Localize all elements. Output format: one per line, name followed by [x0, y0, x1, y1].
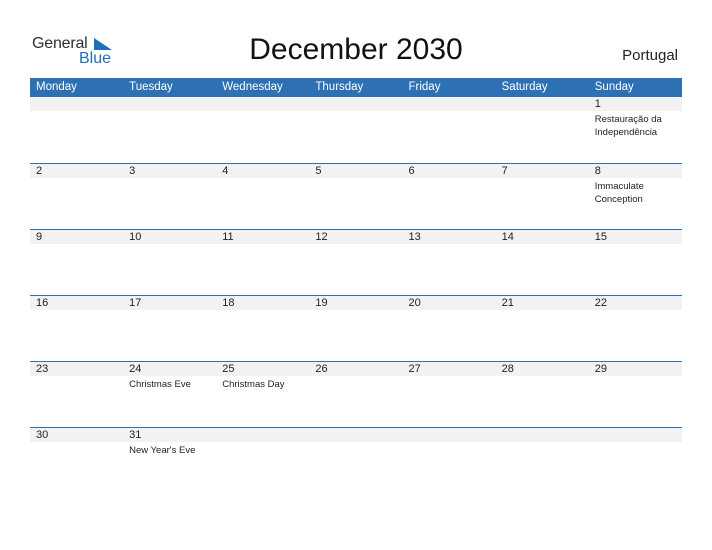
week-row [30, 97, 682, 163]
day-number [403, 97, 496, 111]
holiday-label [589, 310, 682, 312]
week-row [30, 295, 682, 361]
holiday-label [309, 442, 402, 444]
day-number: 10 [123, 230, 216, 244]
weekday-header [30, 78, 682, 97]
holiday-label [403, 310, 496, 312]
calendar-grid [30, 78, 682, 493]
day-cell [216, 296, 309, 361]
day-number: 27 [403, 362, 496, 376]
day-number [496, 428, 589, 442]
day-cell [309, 428, 402, 493]
holiday-label [403, 376, 496, 378]
holiday-label [216, 310, 309, 312]
holiday-label [30, 178, 123, 180]
day-cell [589, 362, 682, 427]
holiday-label [309, 244, 402, 246]
day-number: 26 [309, 362, 402, 376]
holiday-label [309, 178, 402, 180]
day-cell [589, 164, 682, 229]
day-number [496, 97, 589, 111]
day-cell [30, 97, 123, 163]
holiday-label [496, 442, 589, 444]
day-cell [496, 362, 589, 427]
logo-text-general: General [32, 35, 88, 52]
holiday-label [589, 244, 682, 246]
day-number: 30 [30, 428, 123, 442]
day-cell [216, 362, 309, 427]
holiday-label [496, 376, 589, 378]
holiday-label [403, 244, 496, 246]
day-number [309, 97, 402, 111]
holiday-label [403, 178, 496, 180]
weekday-2: Wednesday [222, 81, 283, 93]
weekday-3: Thursday [315, 81, 364, 93]
day-cell [309, 296, 402, 361]
holiday-label [309, 376, 402, 378]
day-cell [403, 428, 496, 493]
holiday-label [216, 111, 309, 113]
holiday-label [123, 178, 216, 180]
day-number: 24 [123, 362, 216, 376]
logo-text-blue: Blue [79, 50, 112, 67]
holiday-label [496, 244, 589, 246]
holiday-label [309, 111, 402, 113]
weekday-0: Monday [36, 81, 77, 93]
day-cell [216, 97, 309, 163]
day-cell [216, 164, 309, 229]
day-cell [123, 428, 216, 493]
day-number [309, 428, 402, 442]
holiday-label [403, 111, 496, 113]
day-cell [216, 428, 309, 493]
day-number: 15 [589, 230, 682, 244]
holiday-label: Immaculate Conception [594, 181, 644, 205]
day-number: 20 [403, 296, 496, 310]
day-number [589, 428, 682, 442]
day-cell [123, 97, 216, 163]
day-number [216, 428, 309, 442]
holiday-label: Restauração da Independência [594, 114, 662, 138]
day-number: 3 [123, 164, 216, 178]
day-cell [589, 97, 682, 163]
holiday-label [589, 376, 682, 378]
day-number [30, 97, 123, 111]
day-cell [309, 362, 402, 427]
holiday-label [30, 111, 123, 113]
day-number [123, 97, 216, 111]
day-number: 31 [123, 428, 216, 442]
day-cell [30, 164, 123, 229]
day-number: 6 [403, 164, 496, 178]
weekday-5: Saturday [501, 81, 548, 93]
holiday-label [123, 310, 216, 312]
day-cell [123, 230, 216, 295]
day-number: 4 [216, 164, 309, 178]
weeks [30, 97, 682, 493]
day-number: 16 [30, 296, 123, 310]
holiday-label [496, 310, 589, 312]
week-row [30, 229, 682, 295]
day-cell [309, 164, 402, 229]
day-cell [309, 97, 402, 163]
day-number: 21 [496, 296, 589, 310]
holiday-label [123, 244, 216, 246]
day-cell [216, 230, 309, 295]
day-cell [589, 428, 682, 493]
day-number: 29 [589, 362, 682, 376]
holiday-label [216, 178, 309, 180]
day-number: 9 [30, 230, 123, 244]
day-cell [123, 164, 216, 229]
day-cell [589, 296, 682, 361]
day-number: 2 [30, 164, 123, 178]
page-title: December 2030 [249, 33, 463, 66]
day-cell [403, 97, 496, 163]
day-number: 5 [309, 164, 402, 178]
weekday-6: Sunday [594, 81, 634, 93]
day-cell [123, 362, 216, 427]
day-cell [496, 296, 589, 361]
holiday-label [30, 442, 123, 444]
day-cell [30, 230, 123, 295]
holiday-label [309, 310, 402, 312]
day-number: 22 [589, 296, 682, 310]
holiday-label [30, 310, 123, 312]
day-cell [403, 230, 496, 295]
day-number: 28 [496, 362, 589, 376]
day-number [216, 97, 309, 111]
day-cell [496, 97, 589, 163]
holiday-label [496, 178, 589, 180]
day-cell [403, 296, 496, 361]
holiday-label [589, 442, 682, 444]
weekday-4: Friday [408, 81, 441, 93]
day-cell [30, 362, 123, 427]
country-label: Portugal [622, 47, 678, 64]
holiday-label [496, 111, 589, 113]
day-number: 8 [589, 164, 682, 178]
holiday-label [123, 111, 216, 113]
day-cell [496, 164, 589, 229]
holiday-label [30, 244, 123, 246]
day-cell [123, 296, 216, 361]
day-number: 13 [403, 230, 496, 244]
holiday-label: Christmas Eve [129, 379, 191, 390]
week-row [30, 361, 682, 427]
day-number: 1 [589, 97, 682, 111]
day-cell [589, 230, 682, 295]
day-number: 7 [496, 164, 589, 178]
holiday-label: Christmas Day [222, 379, 285, 390]
weekday-1: Tuesday [129, 81, 173, 93]
day-cell [496, 428, 589, 493]
day-number: 25 [216, 362, 309, 376]
day-number: 17 [123, 296, 216, 310]
holiday-label: New Year's Eve [129, 445, 196, 456]
holiday-label [403, 442, 496, 444]
day-number: 12 [309, 230, 402, 244]
holiday-label [216, 244, 309, 246]
day-cell [403, 362, 496, 427]
day-cell [30, 296, 123, 361]
week-row [30, 163, 682, 229]
week-row [30, 427, 682, 493]
holiday-label [216, 442, 309, 444]
day-number: 14 [496, 230, 589, 244]
day-number: 11 [216, 230, 309, 244]
day-cell [309, 230, 402, 295]
day-cell [403, 164, 496, 229]
day-cell [30, 428, 123, 493]
day-cell [496, 230, 589, 295]
day-number: 23 [30, 362, 123, 376]
day-number: 18 [216, 296, 309, 310]
day-number [403, 428, 496, 442]
holiday-label [30, 376, 123, 378]
day-number: 19 [309, 296, 402, 310]
